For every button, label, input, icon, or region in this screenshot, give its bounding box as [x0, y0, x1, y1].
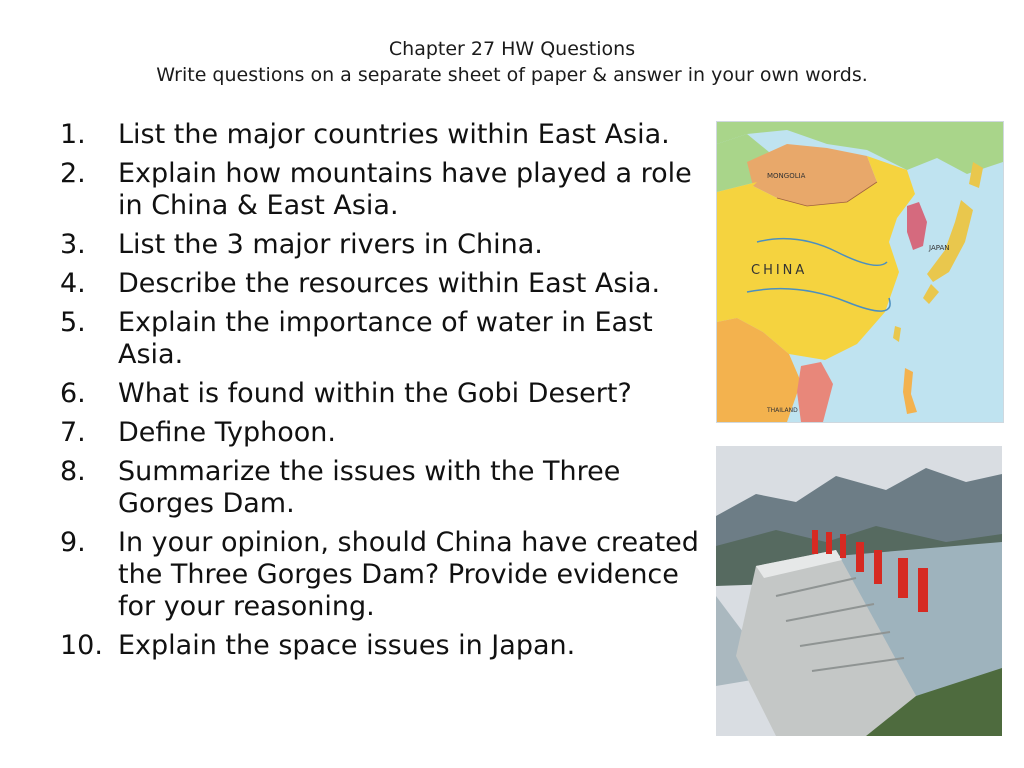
question-text: Explain how mountains have played a role in China & East Asia. — [118, 158, 692, 221]
list-item — [60, 417, 710, 449]
crane — [812, 530, 818, 554]
question-number: 8. — [60, 456, 86, 487]
list-item — [60, 378, 710, 410]
east-asia-map-drawing — [717, 122, 1003, 422]
japan-label: JAPAN — [929, 244, 950, 252]
question-number: 10. — [60, 630, 103, 661]
crane — [856, 542, 864, 572]
question-text: Explain the space issues in Japan. — [118, 630, 576, 661]
question-text: List the 3 major rivers in China. — [118, 229, 543, 260]
question-number: 7. — [60, 417, 86, 448]
china-label: CHINA — [751, 263, 808, 278]
list-item — [60, 119, 710, 151]
slide-header — [0, 36, 1024, 88]
slide-subtitle: Write questions on a separate sheet of paper & answer in your own words. — [156, 64, 868, 86]
dam-photo-drawing — [716, 446, 1002, 736]
crane — [898, 558, 908, 598]
question-number: 5. — [60, 307, 86, 338]
question-text: In your opinion, should China have created the Three Gorges Dam? Provide evidence for your reasoning. — [118, 527, 699, 622]
east-asia-map-image — [716, 121, 1004, 423]
list-item — [60, 268, 710, 300]
question-list — [60, 119, 710, 669]
question-number: 4. — [60, 268, 86, 299]
question-number: 9. — [60, 527, 86, 558]
list-item — [60, 229, 710, 261]
crane — [874, 550, 882, 584]
question-text: Explain the importance of water in East Asia. — [118, 307, 653, 370]
thailand-label: THAILAND — [767, 407, 798, 414]
question-text: Define Typhoon. — [118, 417, 336, 448]
question-number: 2. — [60, 158, 86, 189]
slide-title: Chapter 27 HW Questions — [388, 38, 636, 60]
question-text: Summarize the issues with the Three Gorges Dam. — [118, 456, 621, 519]
list-item — [60, 158, 710, 222]
list-item — [60, 456, 710, 520]
question-text: Describe the resources within East Asia. — [118, 268, 661, 299]
question-number: 3. — [60, 229, 86, 260]
list-item — [60, 630, 710, 662]
question-text: What is found within the Gobi Desert? — [118, 378, 632, 409]
three-gorges-dam-photo — [716, 446, 1002, 736]
crane — [918, 568, 928, 612]
mongolia-label: MONGOLIA — [767, 172, 806, 180]
crane — [826, 532, 832, 554]
question-number: 1. — [60, 119, 86, 150]
crane — [840, 534, 846, 558]
list-item — [60, 307, 710, 371]
list-item — [60, 527, 710, 623]
question-number: 6. — [60, 378, 86, 409]
question-text: List the major countries within East Asia. — [118, 119, 670, 150]
